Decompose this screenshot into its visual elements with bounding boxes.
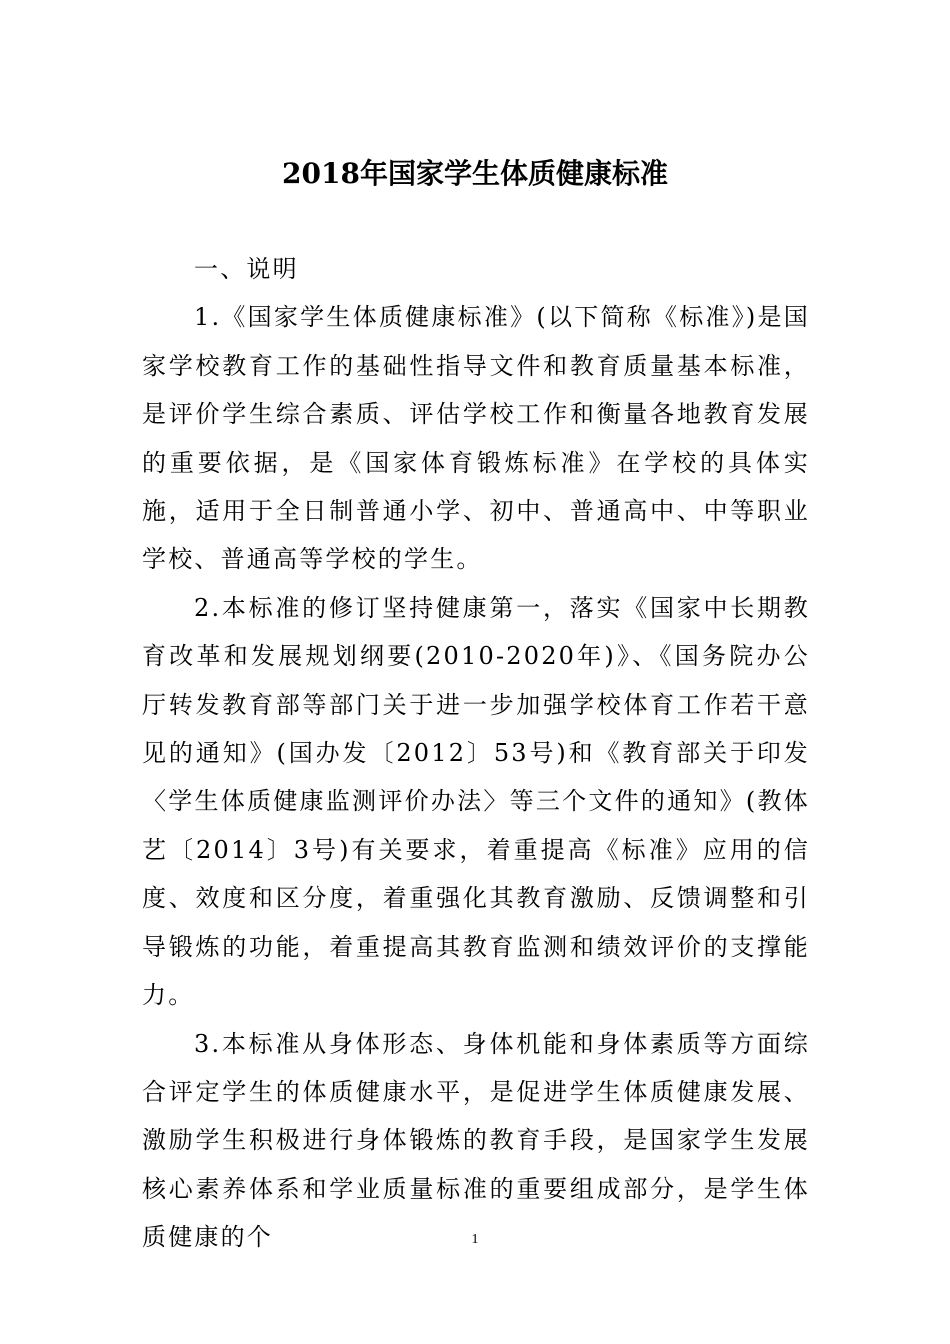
- paragraph-2: 2.本标准的修订坚持健康第一，落实《国家中长期教育改革和发展规划纲要(2010-2020年)》、《国务院办公厅转发教育部等部门关于进一步加强学校体育工作若干意见的通知》(国办发〔2012〕53号)和《教育部关于印发〈学生体质健康监测评价办法〉等三个文件的通知》(教体艺〔2014〕3号)有关要求，着重提高《标准》应用的信度、效度和区分度，着重强化其教育激励、反馈调整和引导锻炼的功能，着重提高其教育监测和绩效评价的支撑能力。: [142, 593, 810, 1010]
- page-number: 1: [471, 1232, 479, 1247]
- document-title: 2018年国家学生体质健康标准: [282, 157, 668, 190]
- paragraph-3: 3.本标准从身体形态、身体机能和身体素质等方面综合评定学生的体质健康水平，是促进学生体质健康发展、激励学生积极进行身体锻炼的教育手段，是国家学生发展核心素养体系和学业质量标准的重要组成部分，是学生体质健康的个: [142, 1029, 810, 1252]
- document-body: [142, 245, 810, 1262]
- paragraph-1: 1.《国家学生体质健康标准》(以下简称《标准》)是国家学校教育工作的基础性指导文件和教育质量基本标准，是评价学生综合素质、评估学校工作和衡量各地教育发展的重要依据，是《国家体育锻炼标准》在学校的具体实施，适用于全日制普通小学、初中、普通高中、中等职业学校、普通高等学校的学生。: [142, 303, 810, 574]
- section-heading: 一、说明: [194, 255, 299, 283]
